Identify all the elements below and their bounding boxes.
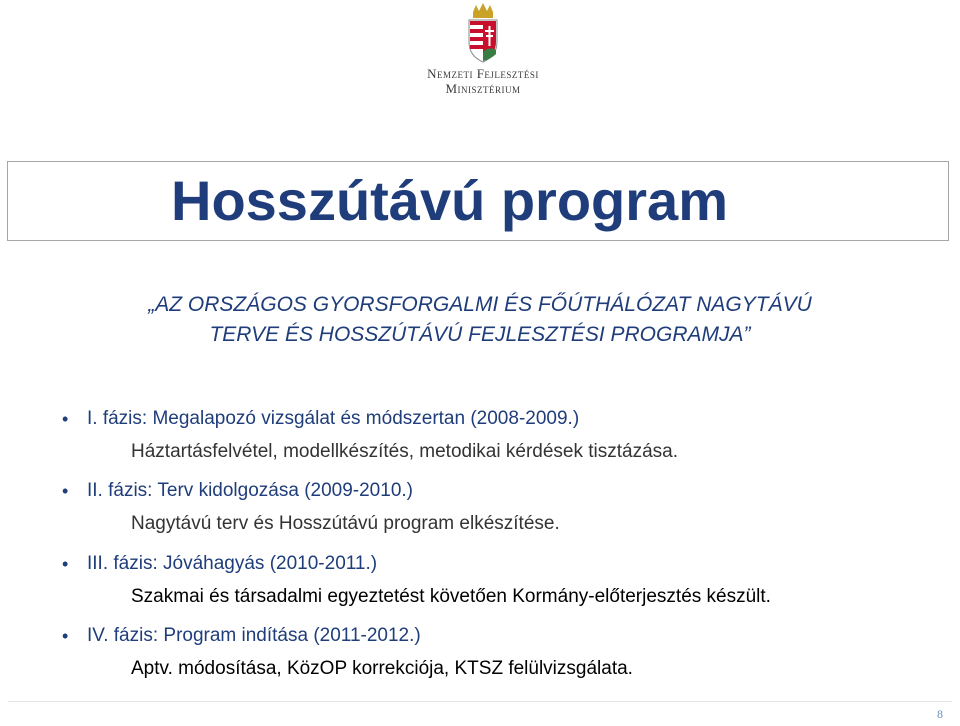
phase-4-detail: Aptv. módosítása, KözOP korrekciója, KTSZ felülvizsgálata. — [131, 658, 633, 679]
page-number: 8 — [937, 707, 943, 721]
subtitle-line2: TERVE ÉS HOSSZÚTÁVÚ FEJLESZTÉSI PROGRAMJA” — [209, 323, 751, 346]
phase-2-heading: II. fázis: Terv kidolgozása (2009-2010.) — [87, 480, 413, 501]
footer-divider — [8, 701, 952, 702]
phase-2-detail: Nagytávú terv és Hosszútávú program elkészítése. — [131, 513, 560, 534]
logo-text-line2: Minisztérium — [445, 81, 521, 96]
bullet-marker: • — [62, 626, 69, 646]
phase-4-heading: IV. fázis: Program indítása (2011-2012.) — [87, 625, 421, 646]
phase-1-detail: Háztartásfelvétel, modellkészítés, metodikai kérdések tisztázása. — [131, 441, 679, 462]
phase-3-heading: III. fázis: Jóváhagyás (2010-2011.) — [87, 553, 378, 574]
subtitle-line1: „AZ ORSZÁGOS GYORSFORGALMI ÉS FŐÚTHÁLÓZAT NAGYTÁVÚ — [148, 293, 812, 316]
logo-text-line1: Nemzeti Fejlesztési — [427, 66, 539, 81]
bullet-marker: • — [62, 554, 69, 574]
phase-3-detail: Szakmai és társadalmi egyeztetést követően Kormány-előterjesztés készült. — [131, 586, 771, 607]
coat-of-arms-icon — [459, 2, 507, 64]
title-box — [7, 161, 949, 241]
bullet-marker: • — [62, 481, 69, 501]
bullet-marker: • — [62, 409, 69, 429]
page-title: Hosszútávú program — [171, 169, 728, 232]
ministry-logo — [408, 2, 558, 102]
phase-1-heading: I. fázis: Megalapozó vizsgálat és módszertan (2008-2009.) — [87, 408, 580, 429]
